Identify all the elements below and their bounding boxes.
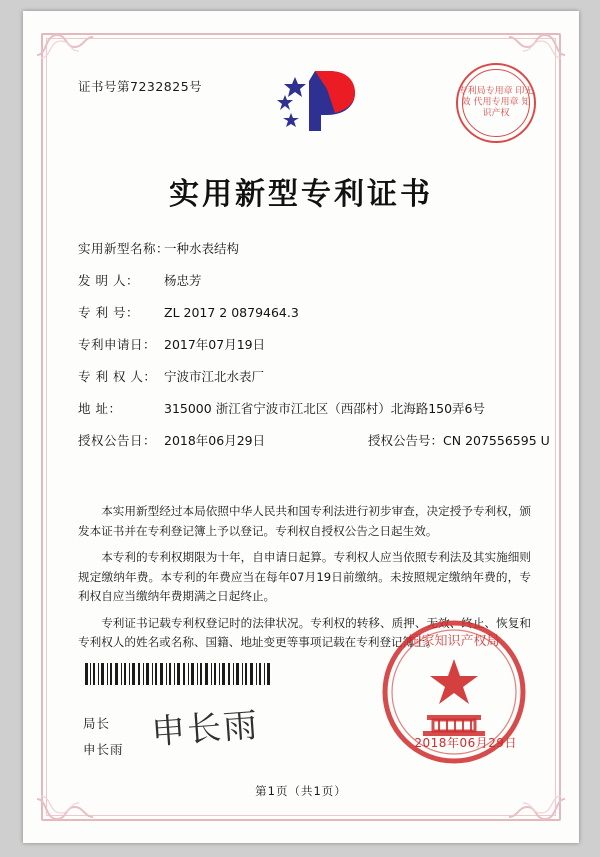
field-label: 地 址： — [78, 401, 122, 416]
paragraph: 专利证书记载专利权登记时的法律状况。专利权的转移、质押、无效、终止、恢复和专利权人的姓名或名称、国籍、地址变更等事项记载在专利登记簿上。 — [78, 615, 531, 649]
field-value: 杨忠芳 — [164, 273, 202, 288]
field-label: 实用新型名称： — [78, 241, 170, 256]
certificate-paper — [23, 11, 579, 843]
director-name: 申长雨 — [83, 742, 124, 757]
field-label: 专利申请日： — [78, 337, 157, 352]
field-value: 一种水表结构 — [164, 241, 240, 256]
page-footer: 第1页（共1页） — [255, 784, 347, 798]
round-red-seal-icon — [456, 63, 536, 143]
patent-office-logo-icon — [269, 63, 365, 139]
field-list — [78, 239, 550, 463]
field-label: 专 利 号： — [78, 305, 139, 320]
field-row — [78, 271, 534, 303]
handwritten-signature-icon: 申长雨 — [149, 705, 261, 753]
field-row — [78, 367, 534, 399]
paragraph: 本专利的专利权期限为十年，自申请日起算。专利权人应当依照专利法及其实施细则规定缴纳年费。本专利的年费应当在每年07月19日前缴纳。未按照规定缴纳年费的，专利权自应当缴纳年费期满之日起终止。 — [78, 550, 531, 603]
field-row — [78, 303, 534, 335]
field-label: 专 利 权 人： — [78, 369, 157, 384]
field-row — [78, 335, 534, 367]
seal-date: 2018年06月29日 — [414, 736, 517, 750]
field-value: 2018年06月29日 — [164, 433, 266, 448]
field-label-2: 授权公告号： — [368, 433, 444, 448]
corner-ornament-icon — [507, 25, 567, 59]
field-label: 授权公告日： — [78, 433, 157, 448]
field-value: ZL 2017 2 0879464.3 — [164, 305, 299, 320]
corner-ornament-icon — [507, 795, 567, 829]
field-row-grant — [78, 431, 550, 463]
field-value: 2017年07月19日 — [164, 337, 266, 352]
director-block — [83, 711, 124, 763]
paragraph: 本实用新型经过本局依照中华人民共和国专利法进行初步审查，决定授予专利权，颁发本证书并在专利登记簿上予以登记。专利权自授权公告之日起生效。 — [78, 504, 531, 538]
field-value: 宁波市江北水表厂 — [164, 369, 265, 384]
field-row-address — [78, 399, 534, 431]
grant-publication-number — [368, 431, 550, 449]
barcode-icon — [85, 663, 273, 685]
certificate-number: 证书号第7232825号 — [78, 79, 203, 94]
field-value: 315000 浙江省宁波市江北区（西邵村）北海路150弄6号 — [164, 401, 486, 416]
field-row — [78, 239, 534, 271]
corner-ornament-icon — [35, 25, 95, 59]
field-label: 发 明 人： — [78, 273, 139, 288]
seal-text: 专利局专用章 印无效 代用专用章 知识产权 — [458, 86, 534, 119]
field-value-2: CN 207556595 U — [443, 433, 550, 448]
svg-text:国家知识产权局: 国家知识产权局 — [408, 634, 500, 649]
page-title: 实用新型专利证书 — [169, 177, 433, 212]
corner-ornament-icon — [35, 795, 95, 829]
director-label: 局长 — [83, 716, 111, 731]
